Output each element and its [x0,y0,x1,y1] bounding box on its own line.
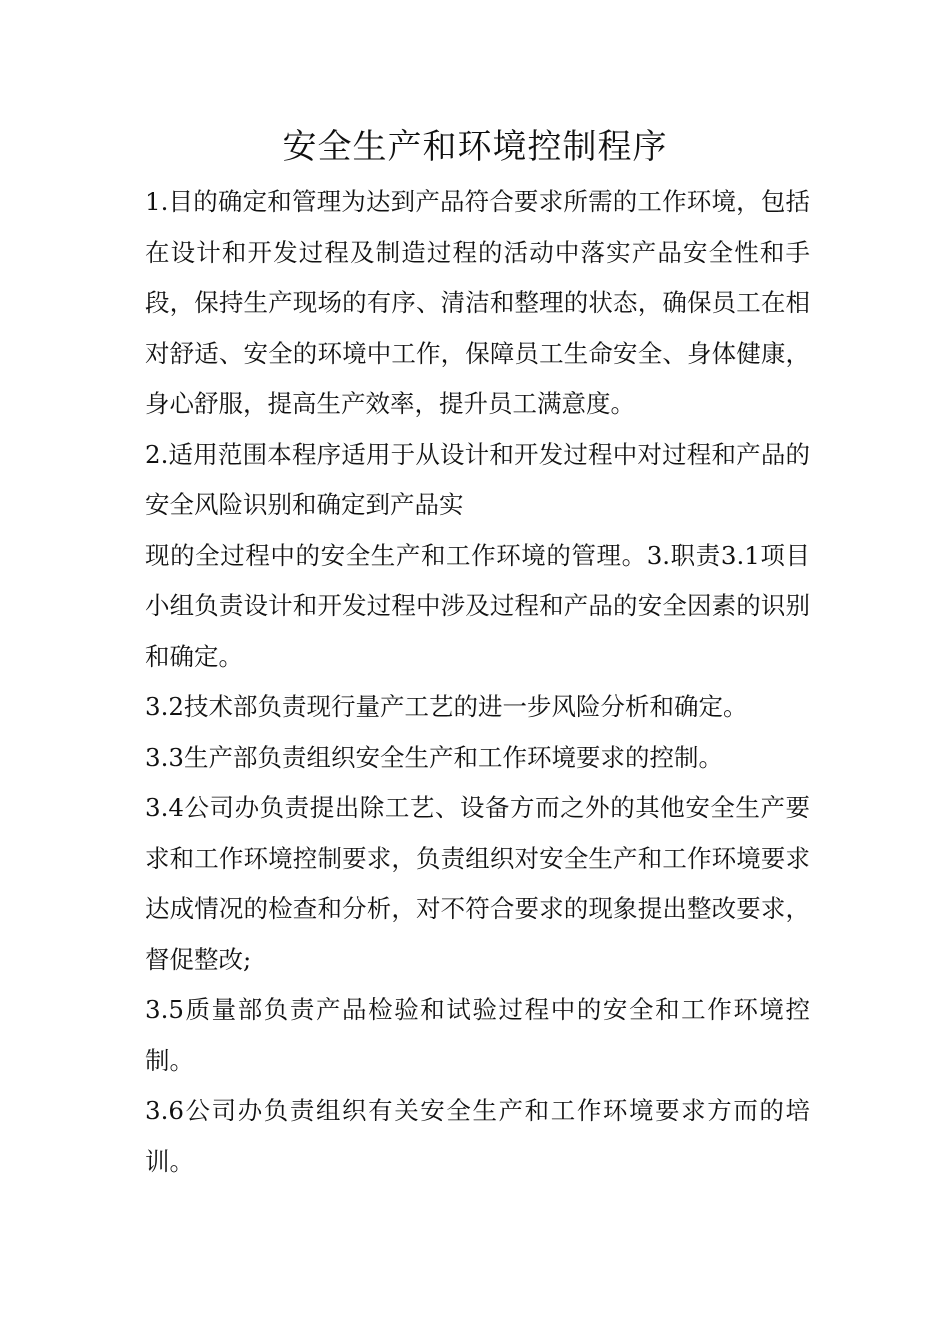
paragraph-duty-3-3: 3.3生产部负责组织安全生产和工作环境要求的控制。 [145,742,723,772]
paragraph-duty-3-5: 3.5质量部负责产品检验和试验过程中的安全和工作环境控制。 [145,995,810,1075]
document-title: 安全生产和环境控制程序 [282,127,668,167]
paragraph-scope: 2.适用范围本程序适用于从设计和开发过程中对过程和产品的安全风险识别和确定到产品实 [145,439,810,519]
paragraph-scope-continued: 现的全过程中的安全生产和工作环境的管理。3.职责3.1项目小组负责设计和开发过程中涉及过程和产品的安全因素的识别和确定。 [145,540,810,671]
document-body [145,177,810,1187]
paragraph-duty-3-4: 3.4公司办负责提出除工艺、设备方而之外的其他安全生产要求和工作环境控制要求，负责组织对安全生产和工作环境要求达成情况的检查和分析，对不符合要求的现象提出整改要求，督促整改; [145,793,810,974]
paragraph-duty-3-6: 3.6公司办负责组织有关安全生产和工作环境要求方而的培训。 [145,1096,810,1176]
paragraph-purpose: 1.目的确定和管理为达到产品符合要求所需的工作环境，包括在设计和开发过程及制造过程的活动中落实产品安全性和手段，保持生产现场的有序、清洁和整理的状态，确保员工在相对舒适、安全的环境中工作，保障员工生命安全、身体健康，身心舒服，提高生产效率，提升员工满意度。 [145,187,810,418]
paragraph-duty-3-2: 3.2技术部负责现行量产工艺的进一步风险分析和确定。 [145,692,748,721]
